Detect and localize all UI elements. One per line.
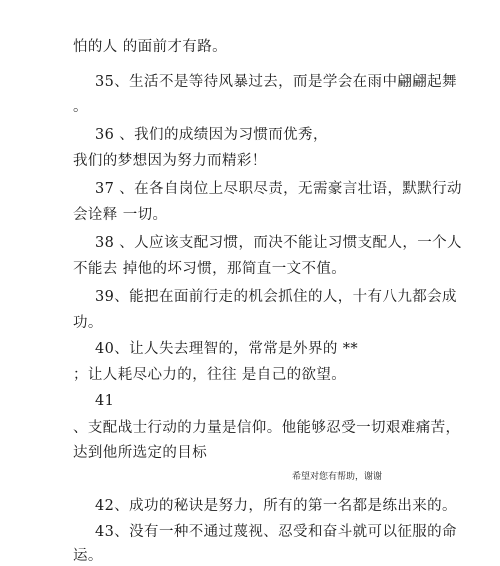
text-line-4: 36 、我们的成绩因为习惯而优秀， bbox=[95, 127, 328, 143]
text-line-10: 39、能把在面前行走的机会抓住的人，十有八九都会成 bbox=[95, 289, 457, 305]
text-line-9: 不能去 掉他的坏习惯，那简直一文不值。 bbox=[73, 261, 347, 277]
footer-note: 希望对您有帮助，谢谢 bbox=[292, 472, 383, 482]
text-line-17: 42、成功的秘诀是努力，所有的第一名都是练出来的。 bbox=[95, 498, 457, 514]
text-line-16: 达到他所选定的目标 bbox=[73, 445, 208, 461]
text-line-15: 、支配战士行动的力量是信仰。他能够忍受一切艰难痛苦， bbox=[73, 420, 461, 436]
text-line-6: 37 、在各自岗位上尽职尽责，无需豪言壮语，默默行动 bbox=[95, 181, 462, 197]
text-line-3: 。 bbox=[73, 99, 88, 115]
text-line-19: 运。 bbox=[73, 548, 103, 564]
text-line-8: 38 、人应该支配习惯，而决不能让习惯支配人，一个人 bbox=[95, 235, 462, 251]
text-line-1: 怕的人 的面前才有路。 bbox=[73, 39, 228, 55]
text-line-13: ；让人耗尽心力的，往往 是自己的欲望。 bbox=[73, 367, 347, 383]
text-line-11: 功。 bbox=[73, 315, 103, 331]
text-line-18: 43、没有一种不通过蔑视、忍受和奋斗就可以征服的命 bbox=[95, 524, 457, 540]
text-line-2: 35、生活不是等待风暴过去，而是学会在雨中翩翩起舞 bbox=[95, 74, 457, 90]
text-line-12: 40、让人失去理智的，常常是外界的 ** bbox=[95, 341, 359, 357]
text-line-7: 会诠释 一切。 bbox=[73, 207, 168, 223]
text-line-5: 我们的梦想因为努力而精彩！ bbox=[73, 153, 267, 169]
text-line-14: 41 bbox=[95, 393, 115, 409]
